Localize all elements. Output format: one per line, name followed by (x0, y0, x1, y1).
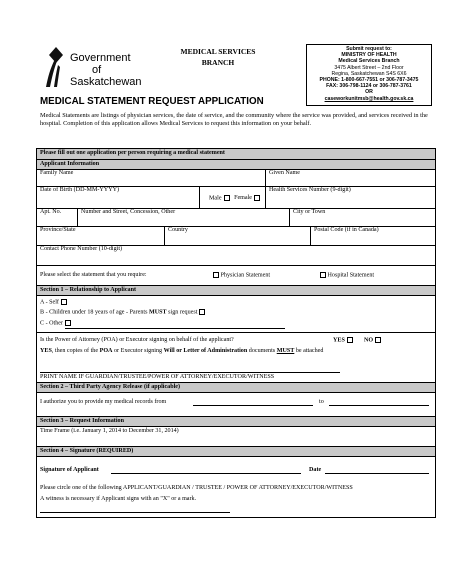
gov-line-3: Saskatchewan (70, 76, 142, 88)
submit-line-3: Medical Services Branch (338, 58, 400, 65)
authorize-to-line[interactable] (329, 405, 429, 406)
gov-line-1: Government (70, 52, 131, 64)
poa-text-4: be attached (295, 348, 324, 354)
section-2-header: Section 2 – Third Party Agency Release (if applicable) (37, 382, 435, 392)
dob-field[interactable] (37, 187, 199, 208)
submit-email-link[interactable]: caseworkunitmsb@health.gov.sk.ca (324, 95, 414, 102)
branch-line-1: MEDICAL SERVICES (180, 47, 256, 56)
poa-text-3: documents (248, 348, 276, 354)
submit-line-2: MINISTRY OF HEALTH (341, 52, 397, 59)
physician-label: Physician Statement (220, 272, 271, 279)
country-label: Country (168, 227, 188, 233)
male-checkbox[interactable] (224, 195, 230, 201)
government-wordmark (70, 52, 142, 88)
section-1-header: Section 1 – Relationship to Applicant (37, 285, 435, 295)
fill-note: Please fill out one application per person requiring a medical statement (37, 149, 435, 159)
city-label: City or Town (293, 209, 326, 215)
poa-yes-text: YES (40, 348, 52, 354)
other-checkbox[interactable] (65, 320, 71, 326)
female-label: Female (234, 195, 252, 202)
physician-checkbox[interactable] (213, 272, 219, 278)
poa-text-1: , then copies of the (51, 348, 99, 354)
submit-line-5: Regina, Saskatchewan S4S 6X6 (331, 70, 407, 77)
self-row (37, 295, 435, 308)
poa-question-row (37, 332, 435, 346)
authorize-to-label: to (319, 399, 324, 405)
submit-line-4: 3475 Albert Street – 2nd Floor (334, 64, 404, 71)
circle-instruction: Please circle one of the following APPLICANT/GUARDIAN / TRUSTEE / POWER OF ATTORNEY/EXECUTOR/WITNESS (40, 485, 353, 491)
section-3-header: Section 3 – Request Information (37, 416, 435, 426)
dob-label: Date of Birth (DD-MM-YYYY) (40, 187, 120, 193)
postal-field[interactable] (310, 227, 437, 245)
signature-label: Signature of Applicant (40, 467, 99, 473)
submit-fax: FAX: 306-798-1124 or 306-787-3761 (326, 83, 412, 90)
phone-row (37, 245, 435, 265)
female-checkbox[interactable] (254, 195, 260, 201)
timeframe-row[interactable] (37, 426, 435, 446)
submit-or: OR (365, 89, 373, 96)
family-name-field[interactable] (37, 170, 265, 186)
self-label: A - Self (40, 299, 59, 306)
children-row (37, 308, 435, 319)
street-label: Number and Street, Concession, Other (81, 209, 176, 215)
country-field[interactable] (164, 227, 310, 245)
government-wheat-logo-icon (44, 45, 64, 89)
province-label: Province/State (40, 227, 76, 233)
poa-question: Is the Power of Attorney (POA) or Executor signing on behalf of the applicant? (40, 337, 234, 343)
name-row (37, 169, 435, 186)
application-form (36, 148, 436, 518)
poa-no-label: NO (364, 337, 374, 344)
apt-label: Apt. No. (40, 209, 62, 215)
postal-label: Postal Code (if in Canada) (314, 227, 379, 233)
timeframe-label: Time Frame (i.e. January 1, 2014 to December 31, 2014) (40, 428, 179, 434)
page-title: MEDICAL STATEMENT REQUEST APPLICATION (40, 96, 264, 107)
witness-instruction: A witness is necessary if Applicant signs with an "X" or a mark. (40, 496, 197, 502)
authorize-from-line[interactable] (193, 405, 313, 406)
sex-field (199, 187, 265, 208)
region-row (37, 226, 435, 245)
hsn-label: Health Services Number (9-digit) (269, 187, 351, 193)
hsn-field[interactable] (265, 187, 437, 208)
branch-title (158, 46, 278, 68)
province-field[interactable] (37, 227, 164, 245)
other-line[interactable] (65, 328, 285, 329)
given-name-label: Given Name (269, 170, 300, 176)
signature-line[interactable] (111, 473, 301, 474)
city-field[interactable] (289, 209, 437, 226)
other-label: C - Other (40, 320, 64, 327)
children-label: B - Children under 18 years of age - Parents (40, 309, 148, 316)
poa-text-2: or Executor signing (114, 348, 163, 354)
children-end: sign request (168, 309, 198, 316)
date-line[interactable] (325, 473, 429, 474)
section-4-header: Section 4 – Signature (REQUIRED) (37, 446, 435, 456)
children-checkbox[interactable] (199, 309, 205, 315)
poa-no-checkbox[interactable] (375, 337, 381, 343)
submit-line-1: Submit request to: (346, 46, 392, 52)
other-row (37, 319, 435, 332)
branch-line-2: BRANCH (201, 58, 235, 67)
statement-row (37, 265, 435, 285)
self-checkbox[interactable] (61, 299, 67, 305)
print-name-line[interactable] (40, 372, 340, 373)
apt-field[interactable] (37, 209, 77, 226)
children-must: MUST (149, 309, 167, 316)
street-field[interactable] (77, 209, 289, 226)
intro-text: Medical Statements are listings of physician services, the date of service, and the community where the service was provided, and services received in the hospital. Completion of this application allows Medical Services to request this information on your behalf. (40, 112, 428, 127)
authorize-row (37, 392, 435, 416)
gov-line-2: of (92, 64, 102, 76)
statement-select-label: Please select the statement that you require: (40, 272, 147, 278)
male-label: Male (209, 195, 222, 202)
print-name-label: PRINT NAME IF GUARDIAN/TRUSTEE/POWER OF ATTORNEY/EXECUTOR/WITNESS (40, 374, 275, 380)
phone-field[interactable] (37, 246, 437, 265)
family-name-label: Family Name (40, 170, 74, 176)
poa-yes-checkbox[interactable] (347, 337, 353, 343)
phone-label: Contact Phone Number (10-digit) (40, 246, 123, 252)
authorize-label: I authorize you to provide my medical records from (40, 399, 167, 405)
poa-must: MUST (276, 348, 295, 354)
hospital-checkbox[interactable] (320, 272, 326, 278)
address-row (37, 208, 435, 226)
hospital-label: Hospital Statement (327, 272, 375, 279)
poa-will: Will or Letter of Administration (163, 348, 248, 354)
applicant-info-header: Applicant Information (37, 159, 435, 169)
date-label: Date (309, 467, 322, 473)
poa-yes-label: YES (333, 337, 345, 344)
dob-row (37, 186, 435, 208)
given-name-field[interactable] (265, 170, 437, 186)
signature-row (37, 456, 435, 517)
poa-bold: POA (99, 348, 113, 354)
poa-instructions-row (37, 346, 435, 382)
witness-line[interactable] (40, 512, 230, 513)
submit-info-box (306, 44, 432, 106)
submit-phone: PHONE: 1-800-667-7551 or 306-787-3475 (319, 77, 419, 84)
